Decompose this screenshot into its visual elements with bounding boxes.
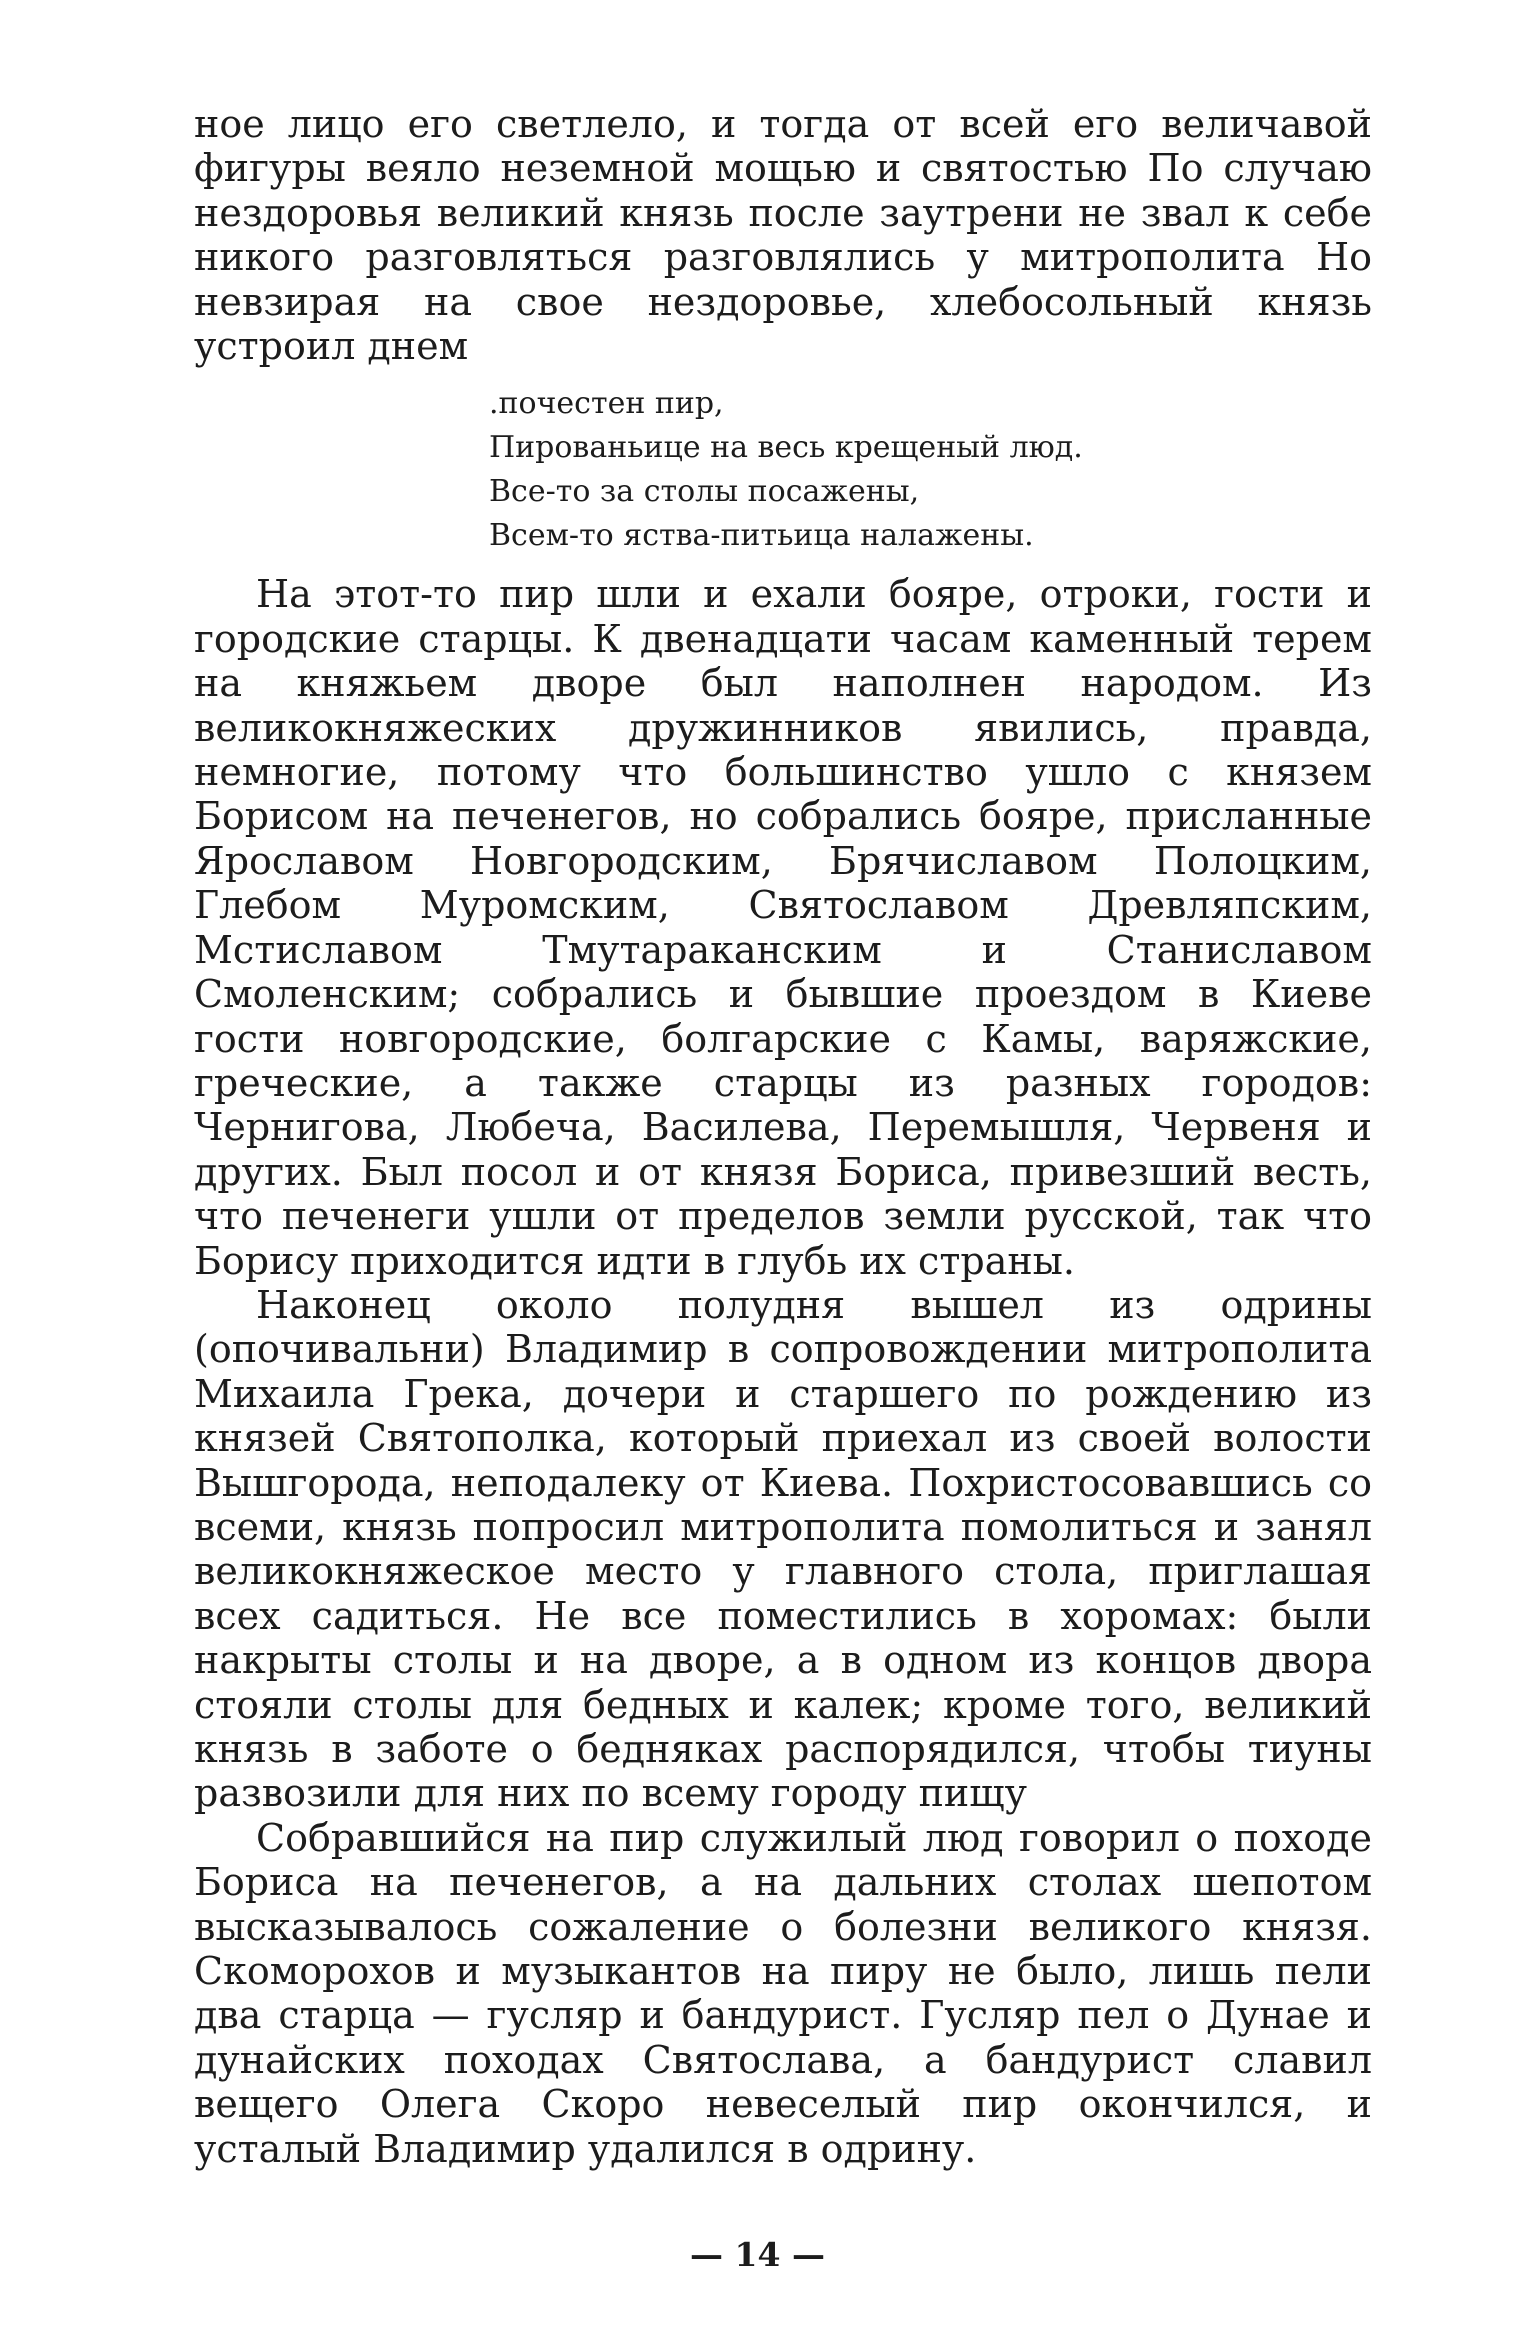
verse-line-4: Всем-то яства-питьица налажены. xyxy=(489,518,1034,554)
verse-line-2: Пированьице на весь крещеный люд. xyxy=(489,430,1083,466)
paragraph-feast-ends: Собравшийся на пир служилый люд говорил о походе Бориса на печенегов, а на дальних столах шепотом высказывалось сожаление о болезни великого князя. Скоморохов и музыкантов на пиру не было, лишь пели два старца — гусляр и бандурист. Гусляр пел о Дунае и дунайских походах Святослава, а бандурист славил вещего Олега Скоро невеселый пир окончился, и усталый Владимир удалился в одрину. xyxy=(194,1815,1372,2171)
opening-paragraph: ное лицо его светлело, и тогда от всей его величавой фигуры веяло неземной мощью и святостью По случаю нездоровья великий князь после заутрени не звал к себе никого разговляться разговлялись у митрополита Но невзирая на свое нездоровье, хлебосольный князь устроил днем xyxy=(194,102,1372,369)
verse-block xyxy=(194,382,1372,558)
verse-line-3: Все-то за столы посажены, xyxy=(489,474,920,510)
verse-line-1: .почестен пир, xyxy=(489,386,724,422)
paragraph-feast-guests: На этот-то пир шли и ехали бояре, отроки, гости и городские старцы. К двенадцати часам каменный терем на княжьем дворе был наполнен народом. Из великокняжеских дружинников явились, правда, немногие, потому что большинство ушло с князем Борисом на печенегов, но собрались бояре, присланные Ярославом Новгородским, Брячиславом Полоцким, Глебом Муромским, Святославом Древляпским, Мстиславом Тмутараканским и Станиславом Смоленским; собрались и бывшие проездом в Киеве гости новгородские, болгарские с Камы, варяжские, греческие, а также старцы из разных городов: Чернигова, Любеча, Василева, Перемышля, Червеня и других. Был посол и от князя Бориса, привезший весть, что печенеги ушли от пределов земли русской, так что Борису приходится идти в глубь их страны. xyxy=(194,572,1372,1283)
page-number: — 14 — xyxy=(690,2235,825,2274)
paragraph-vladimir-arrives: Наконец около полудня вышел из одрины (опочивальни) Владимир в сопровождении митрополита Михаила Грека, дочери и старшего по рождению из князей Святополка, который приехал из своей волости Вышгорода, неподалеку от Киева. Похристосовавшись со всеми, князь попросил митрополита помолиться и занял великокняжеское место у главного стола, приглашая всех садиться. Не все поместились в хоромах: были накрыты столы и на дворе, а в одном из концов двора стояли столы для бедных и калек; кроме того, великий князь в заботе о бедняках распорядился, чтобы тиуны развозили для них по всему городу пищу xyxy=(194,1282,1372,1816)
book-page-text xyxy=(194,102,1372,2171)
